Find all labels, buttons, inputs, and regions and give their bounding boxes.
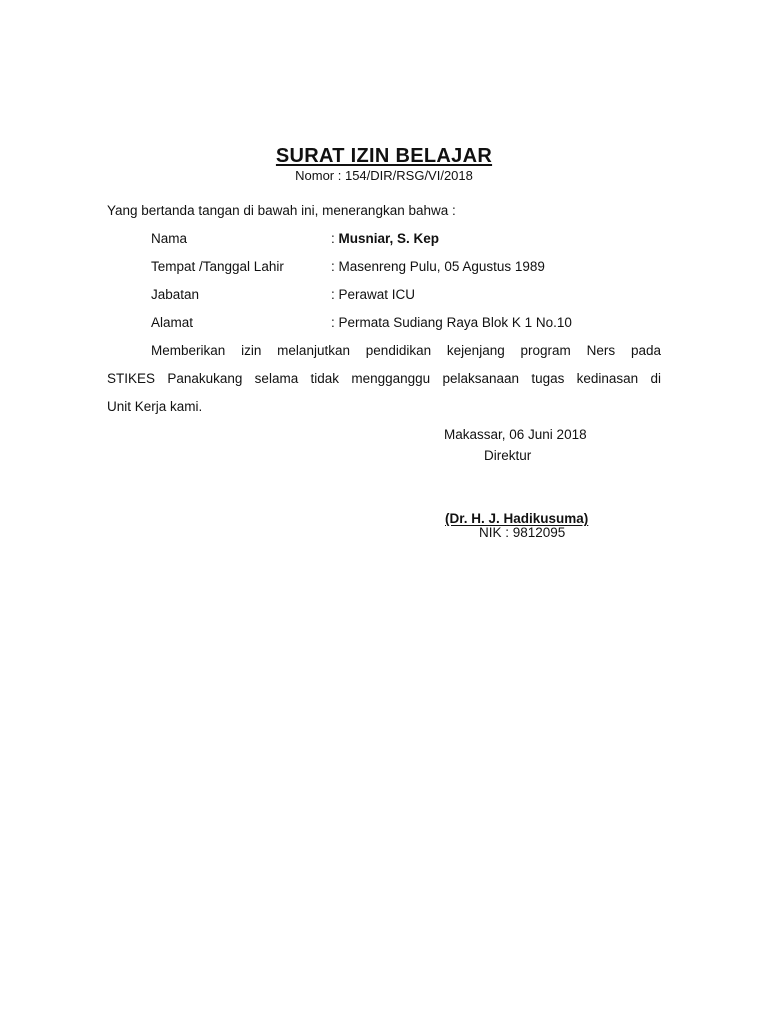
signature-name: (Dr. H. J. Hadikusuma) [445,511,589,526]
field-label-ttl: Tempat /Tanggal Lahir [151,259,284,274]
field-value-nama [331,231,439,246]
field-label-nama: Nama [151,231,188,246]
signature-nik: NIK : 9812095 [479,525,566,540]
paragraph-line-1: Memberikan izin melanjutkan pendidikan kejenjang program Ners pada [151,343,661,358]
field-value-ttl: : Masenreng Pulu, 05 Agustus 1989 [331,259,545,274]
signature-place-date: Makassar, 06 Juni 2018 [444,427,587,442]
field-label-alamat: Alamat [151,315,194,330]
document-title-text: SURAT IZIN BELAJAR [275,145,493,167]
field-value-nama-colon: : [331,231,339,246]
intro-text: Yang bertanda tangan di bawah ini, menerangkan bahwa : [107,203,456,218]
paragraph-line-3: Unit Kerja kami. [107,399,203,414]
field-label-jabatan: Jabatan [151,287,200,302]
field-value-nama-text: Musniar, S. Kep [338,231,440,246]
paragraph-line-2: STIKES Panakukang selama tidak mengganggu pelaksanaan tugas kedinasan di [107,371,661,386]
field-value-jabatan: : Perawat ICU [331,287,416,302]
document-number: Nomor : 154/DIR/RSG/VI/2018 [295,168,473,183]
field-value-alamat: : Permata Sudiang Raya Blok K 1 No.10 [331,315,572,330]
signature-position: Direktur [484,448,532,463]
document-title [0,145,768,168]
